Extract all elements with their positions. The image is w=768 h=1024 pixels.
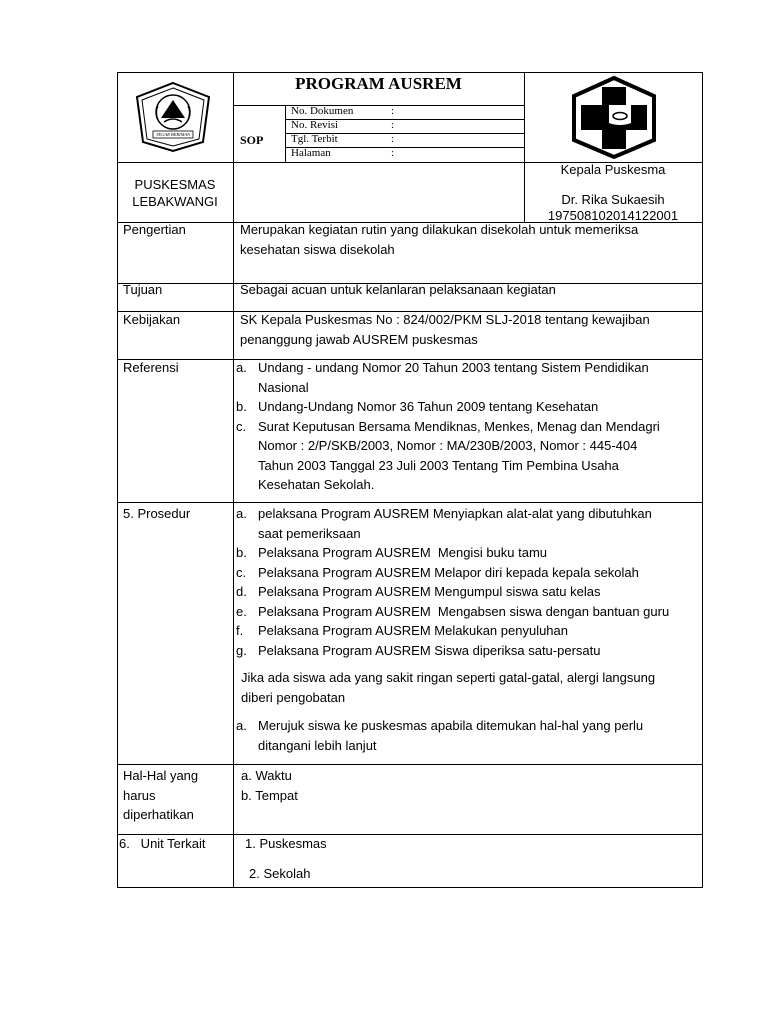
- row-label-prosedur: 5. Prosedur: [123, 506, 191, 521]
- row-label-unit-terkait: 6. Unit Terkait: [119, 836, 206, 851]
- organization-name: [117, 176, 233, 210]
- text-line: Jika ada siswa ada yang sakit ringan seperti gatal-gatal, alergi langsung: [241, 670, 656, 685]
- list-text: ditangani lebih lanjut: [258, 737, 377, 753]
- row-label-hal-hal: [123, 766, 198, 825]
- meta-page: [291, 147, 521, 161]
- unit-item: 1. Puskesmas: [245, 836, 327, 851]
- list-text: Undang - undang Nomor 20 Tahun 2003 tentang Sistem Pendidikan: [258, 360, 649, 375]
- head-nip: 197508102014122001: [547, 208, 679, 223]
- document-title: PROGRAM AUSREM: [295, 74, 462, 93]
- meta-colon: :: [391, 119, 395, 131]
- table-border-bottom: [117, 887, 703, 888]
- text-line: kesehatan siswa disekolah: [240, 241, 395, 257]
- list-marker: b.: [236, 399, 247, 414]
- list-text: Pelaksana Program AUSREM Mengumpul siswa satu kelas: [258, 584, 601, 599]
- kebijakan-text: [240, 310, 700, 349]
- list-marker: e.: [236, 603, 247, 619]
- list-text: Nasional: [258, 379, 309, 395]
- list-text: saat pemeriksaan: [258, 525, 361, 541]
- meta-colon: :: [391, 105, 395, 117]
- meta-colon: :: [391, 133, 395, 145]
- list-marker: c.: [236, 564, 247, 580]
- list-text: Pelaksana Program AUSREM Mengabsen siswa dengan bantuan guru: [258, 603, 670, 619]
- list-text: Tahun 2003 Tanggal 23 Juli 2003 Tentang Tim Pembina Usaha: [258, 457, 619, 473]
- row-label-kebijakan: Kebijakan: [123, 312, 181, 327]
- head-title: Kepala Puskesma: [560, 162, 666, 177]
- list-item: a. Waktu: [241, 768, 292, 783]
- list-marker: c.: [236, 418, 247, 434]
- list-marker: a.: [236, 360, 247, 375]
- hal-hal-list: [241, 766, 298, 805]
- header-divider-left: [233, 72, 234, 888]
- list-text: Pelaksana Program AUSREM Siswa diperiksa satu-persatu: [258, 642, 601, 658]
- list-text: Surat Keputusan Bersama Mendiknas, Menkes, Menag dan Mendagri: [258, 418, 660, 434]
- list-item: b. Tempat: [241, 787, 298, 803]
- meta-label: Tgl. Terbit: [291, 133, 338, 145]
- organization-name-line: LEBAKWANGI: [132, 194, 218, 209]
- referensi-list: [236, 358, 700, 498]
- row-label-tujuan: Tujuan: [123, 282, 163, 297]
- list-marker: a.: [236, 718, 247, 733]
- organization-name-line: PUSKESMAS: [134, 177, 216, 192]
- tujuan-text: Sebagai acuan untuk kelanlaran pelaksanaan kegiatan: [240, 282, 556, 297]
- table-border-right: [702, 72, 703, 888]
- prosedur-note: [241, 668, 699, 707]
- meta-label: No. Dokumen: [291, 105, 354, 117]
- list-text: Kesehatan Sekolah.: [258, 477, 375, 492]
- text-line: penanggung jawab AUSREM puskesmas: [240, 331, 478, 347]
- meta-label: No. Revisi: [291, 119, 339, 131]
- text-line: harus: [123, 787, 156, 803]
- prosedur-followup: [236, 716, 700, 756]
- pengertian-text: [240, 220, 700, 259]
- list-marker: g.: [236, 642, 247, 658]
- list-text: Undang-Undang Nomor 36 Tahun 2009 tentang Kesehatan: [258, 399, 599, 414]
- head-name: Dr. Rika Sukaesih: [561, 192, 665, 207]
- unit-item: 2. Sekolah: [249, 866, 311, 881]
- meta-doc-number: [291, 105, 521, 119]
- meta-label: Halaman: [291, 147, 331, 159]
- list-text: Merujuk siswa ke puskesmas apabila ditemukan hal-hal yang perlu: [258, 718, 644, 733]
- list-marker: d.: [236, 584, 247, 599]
- puskesmas-cross-logo: [569, 75, 659, 160]
- row-label-pengertian: Pengertian: [123, 222, 186, 237]
- head-of-puskesmas: [524, 162, 702, 224]
- list-text: Pelaksana Program AUSREM Mengisi buku tamu: [258, 545, 548, 560]
- sop-label: SOP: [240, 133, 264, 147]
- meta-revision: [291, 119, 521, 133]
- row-label-referensi: Referensi: [123, 360, 179, 375]
- text-line: Hal-Hal yang: [123, 768, 199, 783]
- list-text: Nomor : 2/P/SKB/2003, Nomor : MA/230B/2003, Nomor : 445-404: [258, 438, 638, 453]
- list-text: pelaksana Program AUSREM Menyiapkan alat-alat yang dibutuhkan: [258, 506, 652, 521]
- regency-seal-logo: [133, 80, 213, 154]
- list-marker: a.: [236, 506, 247, 521]
- meta-colon: :: [391, 147, 395, 159]
- row-divider-6: [117, 764, 702, 765]
- meta-issue-date: [291, 133, 521, 147]
- text-line: diberi pengobatan: [241, 689, 346, 705]
- list-marker: f.: [236, 623, 244, 638]
- row-divider-5: [117, 502, 702, 503]
- list-text: Pelaksana Program AUSREM Melapor diri kepada kepala sekolah: [258, 564, 639, 580]
- list-text: Pelaksana Program AUSREM Melakukan penyuluhan: [258, 623, 569, 638]
- text-line: SK Kepala Puskesmas No : 824/002/PKM SLJ-2018 tentang kewajiban: [240, 312, 650, 327]
- seal-motto: TEGAR BERIMAN: [155, 132, 191, 137]
- text-line: Merupakan kegiatan rutin yang dilakukan disekolah untuk memeriksa: [240, 222, 639, 237]
- list-marker: b.: [236, 545, 247, 560]
- prosedur-list: [236, 504, 700, 664]
- text-line: diperhatikan: [123, 807, 194, 822]
